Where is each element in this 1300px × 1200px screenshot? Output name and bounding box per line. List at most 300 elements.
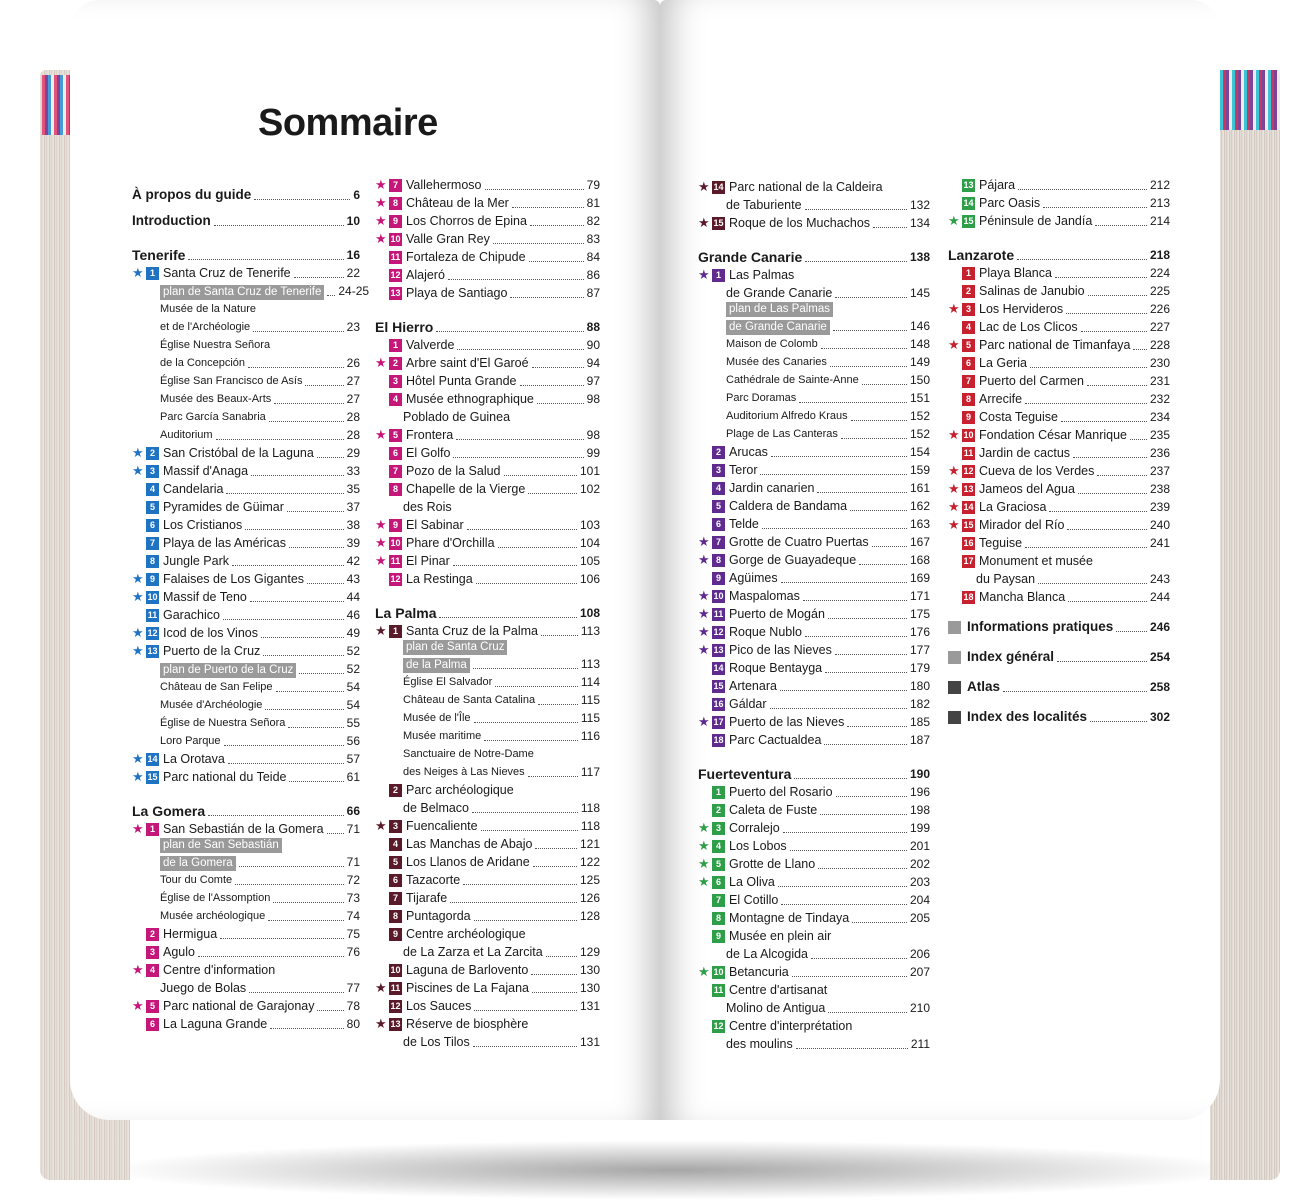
star-icon: ★ (698, 606, 710, 621)
toc-entry[interactable] (698, 569, 930, 587)
toc-entry[interactable] (132, 498, 360, 516)
number-badge: 1 (389, 625, 402, 638)
dot-leader (254, 199, 350, 200)
toc-entry-label: de la Palma (403, 658, 470, 673)
toc-entry-label-wrap (948, 354, 1027, 372)
toc-entry[interactable] (698, 479, 930, 497)
toc-entry[interactable] (698, 551, 930, 569)
page-number: 38 (346, 518, 360, 532)
toc-entry[interactable] (948, 318, 1170, 336)
toc-entry[interactable] (132, 925, 360, 943)
toc-entry[interactable] (698, 266, 930, 284)
toc-column-2 (375, 176, 600, 1051)
toc-entry[interactable] (132, 408, 360, 426)
toc-entry[interactable] (375, 552, 600, 570)
toc-entry[interactable] (948, 282, 1170, 300)
number-badge: 8 (389, 483, 402, 496)
toc-entry[interactable] (698, 873, 930, 891)
toc-entry[interactable] (698, 695, 930, 713)
toc-entry-label: Musée d'Archéologie (160, 699, 263, 711)
toc-entry-label-wrap (132, 624, 258, 642)
page-number: 75 (346, 927, 360, 941)
dot-leader (835, 654, 907, 655)
toc-entry[interactable] (948, 176, 1170, 194)
dot-leader (485, 189, 584, 190)
toc-entry[interactable] (948, 372, 1170, 390)
toc-entry[interactable] (375, 673, 600, 691)
toc-entry[interactable] (948, 516, 1170, 534)
toc-entry[interactable] (698, 981, 930, 999)
number-badge: 10 (713, 590, 724, 601)
toc-entry-label: Los Cristianos (163, 518, 243, 532)
toc-entry[interactable] (375, 997, 600, 1015)
dot-leader (248, 367, 344, 368)
toc-entry[interactable] (132, 390, 360, 408)
number-badge: 5 (712, 858, 725, 871)
toc-section[interactable] (948, 246, 1170, 264)
toc-entry[interactable] (375, 480, 600, 498)
toc-entry[interactable] (132, 480, 360, 498)
toc-entry-label: Pico de las Nieves (729, 643, 832, 657)
toc-entry-label: San Cristóbal de la Laguna (163, 446, 314, 460)
star-icon: ★ (698, 856, 710, 871)
toc-entry[interactable] (132, 997, 360, 1015)
toc-entry-label-wrap (698, 891, 778, 909)
toc-section[interactable] (132, 802, 360, 820)
toc-plan[interactable] (698, 317, 930, 335)
toc-entry-label: Mancha Blanca (979, 590, 1066, 604)
page-number: 27 (346, 374, 360, 388)
number-badge: 4 (712, 840, 725, 853)
toc-entry[interactable] (375, 943, 600, 961)
toc-entry-label: Parc Doramas (726, 392, 797, 404)
toc-entry[interactable] (698, 677, 930, 695)
page-number: 243 (1149, 572, 1170, 586)
toc-entry[interactable] (132, 186, 360, 204)
page-number: 138 (909, 250, 930, 264)
toc-entry-label-wrap (948, 618, 1113, 636)
toc-entry[interactable] (948, 264, 1170, 282)
toc-entry[interactable] (698, 371, 930, 389)
toc-entry-label: plan de Santa Cruz de Tenerife (160, 285, 324, 300)
toc-entry[interactable] (375, 516, 600, 534)
toc-entry[interactable] (698, 963, 930, 981)
toc-entry[interactable] (132, 961, 360, 979)
dot-leader (1025, 403, 1147, 404)
page-number: 226 (1149, 302, 1170, 316)
toc-entry[interactable] (948, 648, 1170, 666)
toc-entry[interactable] (375, 408, 600, 426)
toc-entry[interactable] (375, 799, 600, 817)
toc-entry[interactable] (132, 462, 360, 480)
toc-entry[interactable] (698, 533, 930, 551)
toc-entry[interactable] (698, 497, 930, 515)
toc-entry-label-wrap (698, 461, 757, 479)
toc-entry[interactable] (132, 534, 360, 552)
toc-entry-label-wrap (948, 534, 1022, 552)
toc-entry-label-wrap (698, 266, 794, 284)
toc-entry-label-wrap (403, 673, 492, 691)
toc-entry[interactable] (375, 622, 600, 640)
toc-entry[interactable] (375, 230, 600, 248)
toc-entry[interactable] (375, 709, 600, 727)
toc-entry[interactable] (132, 354, 360, 372)
toc-entry[interactable] (375, 907, 600, 925)
toc-entry[interactable] (132, 444, 360, 462)
toc-entry[interactable] (698, 178, 930, 196)
toc-entry[interactable] (132, 588, 360, 606)
page-number: 182 (909, 697, 930, 711)
toc-entry-label-wrap (375, 997, 471, 1015)
toc-entry-label-wrap (375, 622, 538, 640)
dot-leader (474, 920, 577, 921)
toc-entry-label: Roque Bentayga (729, 661, 823, 675)
toc-entry-label: Caleta de Fuste (729, 803, 818, 817)
page-number: 94 (586, 356, 600, 370)
toc-entry[interactable] (375, 212, 600, 230)
toc-entry[interactable] (698, 1017, 930, 1035)
toc-entry[interactable] (698, 407, 930, 425)
toc-entry[interactable] (698, 353, 930, 371)
toc-plan[interactable] (375, 640, 600, 655)
toc-entry[interactable] (698, 425, 930, 443)
toc-entry-label-wrap (948, 480, 1075, 498)
toc-entry[interactable] (132, 750, 360, 768)
toc-entry[interactable] (698, 837, 930, 855)
toc-entry[interactable] (132, 372, 360, 390)
toc-entry-label: Fortaleza de Chipude (406, 250, 526, 264)
toc-entry-label-wrap (160, 678, 273, 696)
toc-entry[interactable] (375, 248, 600, 266)
toc-entry[interactable] (698, 855, 930, 873)
dot-leader (224, 745, 344, 746)
toc-entry-label-wrap (160, 300, 256, 318)
toc-entry[interactable] (132, 624, 360, 642)
number-badge: 1 (712, 269, 725, 282)
toc-entry[interactable] (132, 642, 360, 660)
toc-entry-label: Musée maritime (403, 730, 482, 742)
number-badge: 12 (390, 573, 401, 584)
dot-leader (833, 330, 907, 331)
number-badge: 4 (389, 393, 402, 406)
toc-entry[interactable] (132, 979, 360, 997)
star-icon: ★ (375, 195, 387, 210)
toc-entry[interactable] (698, 196, 930, 214)
toc-entry[interactable] (698, 389, 930, 407)
toc-entry-label: Jungle Park (163, 554, 230, 568)
toc-section[interactable] (698, 248, 930, 266)
toc-entry[interactable] (948, 462, 1170, 480)
toc-entry[interactable] (948, 570, 1170, 588)
toc-entry[interactable] (375, 266, 600, 284)
toc-entry[interactable] (375, 444, 600, 462)
toc-plan[interactable] (132, 853, 360, 871)
toc-entry[interactable] (132, 318, 360, 336)
number-badge: 11 (963, 447, 974, 458)
toc-entry[interactable] (375, 853, 600, 871)
toc-entry[interactable] (132, 300, 360, 318)
toc-entry[interactable] (132, 516, 360, 534)
toc-entry[interactable] (375, 176, 600, 194)
toc-entry[interactable] (132, 907, 360, 925)
toc-entry-label: de Los Tilos (403, 1035, 470, 1049)
toc-entry[interactable] (375, 979, 600, 997)
toc-entry-label: Los Chorros de Epina (406, 214, 527, 228)
dot-leader (799, 402, 907, 403)
toc-entry[interactable] (132, 889, 360, 907)
toc-entry[interactable] (375, 817, 600, 835)
toc-entry[interactable] (698, 927, 930, 945)
toc-entry[interactable] (132, 678, 360, 696)
dot-leader (287, 511, 344, 512)
number-badge: 7 (389, 465, 402, 478)
toc-entry-label: Puerto del Rosario (729, 785, 833, 799)
page-number: 83 (586, 232, 600, 246)
toc-entry[interactable] (132, 768, 360, 786)
toc-entry[interactable] (698, 909, 930, 927)
dot-leader (228, 763, 344, 764)
toc-entry[interactable] (698, 801, 930, 819)
dot-leader (1133, 349, 1146, 350)
toc-entry[interactable] (698, 515, 930, 533)
toc-entry-label-wrap (698, 855, 815, 873)
toc-entry[interactable] (375, 194, 600, 212)
toc-entry[interactable] (698, 819, 930, 837)
toc-entry[interactable] (375, 354, 600, 372)
toc-entry[interactable] (948, 390, 1170, 408)
page-number: 201 (909, 839, 930, 853)
page-number: 224 (1149, 266, 1170, 280)
toc-entry[interactable] (948, 426, 1170, 444)
number-badge: 2 (146, 928, 159, 941)
page-number: 56 (346, 734, 360, 748)
page-number: 6 (353, 188, 360, 202)
toc-entry-label-wrap (698, 569, 778, 587)
toc-plan[interactable] (132, 282, 370, 300)
page-number: 102 (579, 482, 600, 496)
toc-plan[interactable] (375, 655, 600, 673)
number-badge: 12 (713, 626, 724, 637)
toc-entry[interactable] (948, 552, 1170, 570)
toc-entry-label: du Paysan (976, 572, 1036, 586)
toc-entry-label: Puntagorda (406, 909, 471, 923)
toc-entry-label-wrap (375, 318, 433, 336)
toc-entry[interactable] (698, 335, 930, 353)
toc-entry[interactable] (948, 194, 1170, 212)
star-icon: ★ (948, 427, 960, 442)
dot-leader (198, 956, 344, 957)
toc-entry[interactable] (375, 1015, 600, 1033)
toc-entry[interactable] (698, 999, 930, 1017)
number-badge: 7 (389, 892, 402, 905)
toc-entry-label: La Graciosa (979, 500, 1047, 514)
toc-entry-label-wrap (375, 426, 453, 444)
toc-entry-label: Santa Cruz de Tenerife (163, 266, 291, 280)
page-number: 154 (909, 445, 930, 459)
dot-leader (498, 547, 577, 548)
toc-entry[interactable] (948, 588, 1170, 606)
toc-entry-label-wrap (698, 927, 831, 945)
toc-entry[interactable] (132, 570, 360, 588)
toc-entry[interactable] (375, 462, 600, 480)
toc-entry[interactable] (698, 783, 930, 801)
toc-plan[interactable] (698, 302, 930, 317)
toc-entry[interactable] (132, 714, 360, 732)
toc-entry[interactable] (132, 871, 360, 889)
toc-entry-label: Tijarafe (406, 891, 448, 905)
toc-entry[interactable] (375, 1033, 600, 1051)
toc-plan[interactable] (132, 660, 360, 678)
toc-entry[interactable] (375, 426, 600, 444)
toc-entry[interactable] (948, 498, 1170, 516)
dot-leader (783, 832, 907, 833)
toc-entry[interactable] (948, 336, 1170, 354)
toc-entry-label-wrap (698, 659, 822, 677)
toc-entry[interactable] (132, 606, 360, 624)
toc-entry[interactable] (698, 623, 930, 641)
toc-entry-label-wrap (948, 390, 1022, 408)
toc-entry[interactable] (698, 461, 930, 479)
dot-leader (294, 277, 344, 278)
toc-entry[interactable] (132, 552, 360, 570)
dot-leader (841, 438, 907, 439)
toc-entry[interactable] (375, 390, 600, 408)
toc-entry[interactable] (948, 354, 1170, 372)
dot-leader (481, 830, 578, 831)
dot-leader (1073, 457, 1147, 458)
toc-entry[interactable] (948, 708, 1170, 726)
dot-leader (850, 510, 907, 511)
page-number: 24-25 (338, 284, 370, 298)
toc-entry[interactable] (375, 570, 600, 588)
page-number: 87 (586, 286, 600, 300)
toc-entry-label-wrap (403, 408, 510, 426)
toc-entry[interactable] (375, 745, 600, 763)
toc-entry[interactable] (132, 264, 360, 282)
dot-leader (1116, 631, 1147, 632)
toc-entry[interactable] (375, 763, 600, 781)
toc-entry[interactable] (698, 443, 930, 461)
toc-entry[interactable] (698, 1035, 930, 1053)
toc-entry[interactable] (375, 871, 600, 889)
toc-entry[interactable] (948, 212, 1170, 230)
toc-entry[interactable] (132, 426, 360, 444)
toc-entry[interactable] (375, 498, 600, 516)
book-shadow (100, 1140, 1250, 1200)
number-badge: 9 (712, 930, 725, 943)
toc-entry[interactable] (698, 605, 930, 623)
toc-entry[interactable] (698, 713, 930, 731)
page-number: 258 (1149, 680, 1170, 694)
star-icon: ★ (698, 534, 710, 549)
toc-entry-label-wrap (948, 194, 1040, 212)
toc-entry[interactable] (132, 1015, 360, 1033)
toc-entry-label: de Grande Canarie (726, 320, 830, 335)
toc-entry[interactable] (948, 678, 1170, 696)
toc-column-3 (698, 178, 930, 1053)
toc-entry[interactable] (132, 336, 360, 354)
number-badge: 3 (712, 464, 725, 477)
toc-entry[interactable] (698, 587, 930, 605)
star-icon: ★ (375, 231, 387, 246)
toc-entry-label-wrap (948, 708, 1087, 726)
toc-entry-label-wrap (375, 979, 529, 997)
toc-entry-label: Château de la Mer (406, 196, 509, 210)
dot-leader (436, 331, 583, 332)
toc-entry[interactable] (698, 891, 930, 909)
toc-entry[interactable] (375, 925, 600, 943)
toc-entry[interactable] (698, 659, 930, 677)
toc-section[interactable] (375, 318, 600, 336)
dot-leader (805, 261, 907, 262)
toc-entry[interactable] (948, 444, 1170, 462)
page-number: 152 (909, 427, 930, 441)
toc-entry[interactable] (375, 961, 600, 979)
toc-section[interactable] (132, 246, 360, 264)
toc-entry-label-wrap (698, 783, 833, 801)
page-number: 180 (909, 679, 930, 693)
toc-entry-label: des moulins (726, 1037, 793, 1051)
toc-section[interactable] (375, 604, 600, 622)
toc-entry[interactable] (375, 781, 600, 799)
number-badge: 11 (713, 984, 724, 995)
toc-entry[interactable] (375, 336, 600, 354)
toc-entry-label: Los Sauces (406, 999, 472, 1013)
toc-entry-label-wrap (698, 443, 768, 461)
star-icon: ★ (948, 213, 960, 228)
toc-entry[interactable] (375, 835, 600, 853)
toc-entry[interactable] (698, 731, 930, 749)
toc-entry[interactable] (948, 618, 1170, 636)
toc-plan[interactable] (132, 838, 360, 853)
toc-entry[interactable] (132, 212, 360, 230)
toc-entry[interactable] (375, 727, 600, 745)
toc-entry-label-wrap (698, 873, 775, 891)
toc-entry[interactable] (698, 945, 930, 963)
toc-entry-label: La Restinga (406, 572, 473, 586)
toc-entry[interactable] (132, 696, 360, 714)
page-number: 114 (580, 675, 600, 689)
toc-entry-label-wrap (726, 407, 848, 425)
toc-section[interactable] (698, 765, 930, 783)
toc-entry[interactable] (948, 300, 1170, 318)
toc-entry[interactable] (132, 732, 360, 750)
toc-entry[interactable] (375, 534, 600, 552)
toc-entry[interactable] (375, 284, 600, 302)
toc-entry[interactable] (698, 641, 930, 659)
toc-entry[interactable] (132, 943, 360, 961)
number-badge: 3 (146, 465, 159, 478)
toc-entry[interactable] (375, 691, 600, 709)
dot-leader (317, 1010, 343, 1011)
toc-entry-label-wrap (948, 678, 1000, 696)
toc-entry-label-wrap (375, 889, 447, 907)
toc-entry[interactable] (948, 480, 1170, 498)
page-number: 205 (909, 911, 930, 925)
toc-entry-label: plan de San Sebastián (160, 838, 282, 853)
toc-entry-label-wrap (948, 552, 1093, 570)
toc-entry[interactable] (132, 820, 360, 838)
toc-entry[interactable] (698, 214, 930, 232)
toc-entry[interactable] (375, 372, 600, 390)
toc-entry-label-wrap (160, 336, 270, 354)
toc-entry[interactable] (948, 534, 1170, 552)
toc-entry[interactable] (948, 408, 1170, 426)
star-icon: ★ (948, 517, 960, 532)
toc-entry[interactable] (698, 284, 930, 302)
page-number: 115 (580, 711, 600, 725)
toc-entry[interactable] (375, 889, 600, 907)
